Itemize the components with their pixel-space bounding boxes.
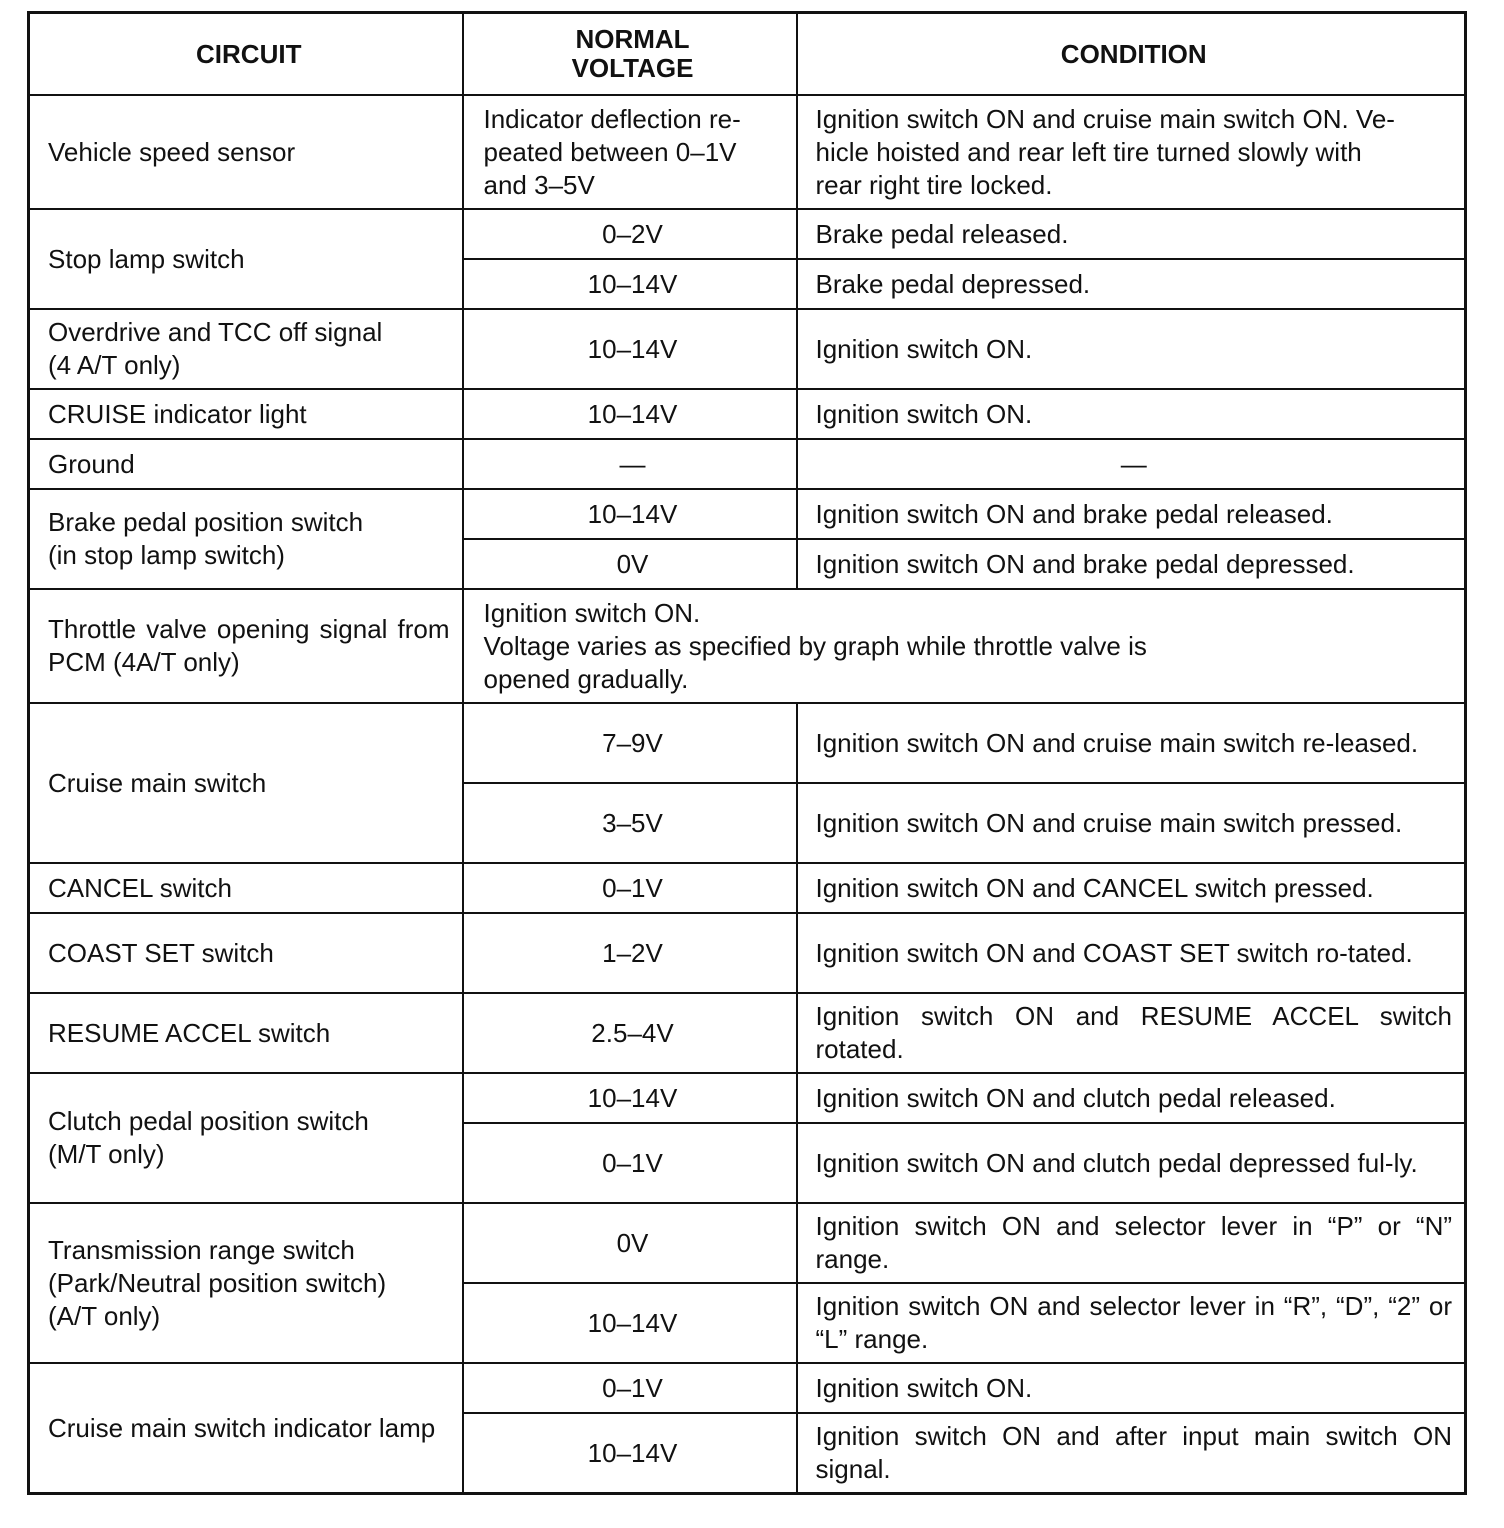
voltage-cell: 10–14V	[463, 489, 797, 539]
condition-cell: Brake pedal released.	[797, 209, 1466, 259]
normal-voltage-header: NORMAL VOLTAGE	[463, 13, 797, 96]
condition-cell: Ignition switch ON.	[797, 309, 1466, 389]
condition-cell: Ignition switch ON and clutch pedal depressed ful-ly.	[797, 1123, 1466, 1203]
voltage-cell: 2.5–4V	[463, 993, 797, 1073]
condition-cell: Ignition switch ON and cruise main switch ON. Ve- hicle hoisted and rear left tire turned slowly with rear right tire locked.	[797, 95, 1466, 209]
circuit-cell: Throttle valve opening signal from PCM (4A/T only)	[29, 589, 463, 703]
circuit-cell: Brake pedal position switch (in stop lamp switch)	[29, 489, 463, 589]
condition-cell: Ignition switch ON and COAST SET switch ro-tated.	[797, 913, 1466, 993]
voltage-cell: 7–9V	[463, 703, 797, 783]
table-row	[29, 1363, 1466, 1413]
voltage-cell: 0V	[463, 539, 797, 589]
circuit-cell: Clutch pedal position switch (M/T only)	[29, 1073, 463, 1203]
table-row	[29, 209, 1466, 259]
condition-cell: Ignition switch ON and clutch pedal released.	[797, 1073, 1466, 1123]
voltage-cell: Indicator deflection re- peated between 0–1V and 3–5V	[463, 95, 797, 209]
merged-condition-cell: Ignition switch ON. Voltage varies as specified by graph while throttle valve is opened gradually.	[463, 589, 1466, 703]
condition-header: CONDITION	[797, 13, 1466, 96]
circuit-cell: Vehicle speed sensor	[29, 95, 463, 209]
voltage-cell: 1–2V	[463, 913, 797, 993]
table-row	[29, 1073, 1466, 1123]
header-row	[29, 13, 1466, 96]
condition-cell: Ignition switch ON and brake pedal released.	[797, 489, 1466, 539]
condition-cell: Ignition switch ON and selector lever in “R”, “D”, “2” or “L” range.	[797, 1283, 1466, 1363]
voltage-cell: 0–1V	[463, 863, 797, 913]
condition-cell: Ignition switch ON and RESUME ACCEL switch rotated.	[797, 993, 1466, 1073]
circuit-cell: Transmission range switch (Park/Neutral position switch) (A/T only)	[29, 1203, 463, 1363]
circuit-cell: Overdrive and TCC off signal (4 A/T only)	[29, 309, 463, 389]
table-row	[29, 1203, 1466, 1283]
condition-cell: Brake pedal depressed.	[797, 259, 1466, 309]
table-row	[29, 993, 1466, 1073]
table-row	[29, 95, 1466, 209]
circuit-voltage-table	[27, 11, 1467, 1495]
circuit-cell: Stop lamp switch	[29, 209, 463, 309]
condition-cell: Ignition switch ON and cruise main switch re-leased.	[797, 703, 1466, 783]
table-row	[29, 389, 1466, 439]
condition-cell: —	[797, 439, 1466, 489]
condition-cell: Ignition switch ON.	[797, 1363, 1466, 1413]
circuit-header: CIRCUIT	[29, 13, 463, 96]
circuit-cell: Cruise main switch indicator lamp	[29, 1363, 463, 1494]
voltage-cell: 10–14V	[463, 1073, 797, 1123]
condition-cell: Ignition switch ON and after input main switch ON signal.	[797, 1413, 1466, 1494]
table-row	[29, 863, 1466, 913]
circuit-cell: RESUME ACCEL switch	[29, 993, 463, 1073]
circuit-cell: Ground	[29, 439, 463, 489]
voltage-cell: 10–14V	[463, 389, 797, 439]
table-row	[29, 309, 1466, 389]
circuit-cell: COAST SET switch	[29, 913, 463, 993]
condition-cell: Ignition switch ON and CANCEL switch pressed.	[797, 863, 1466, 913]
table-row	[29, 913, 1466, 993]
condition-cell: Ignition switch ON.	[797, 389, 1466, 439]
circuit-cell: Cruise main switch	[29, 703, 463, 863]
table-row	[29, 703, 1466, 783]
voltage-cell: 10–14V	[463, 1413, 797, 1494]
voltage-cell: 10–14V	[463, 1283, 797, 1363]
table-row	[29, 489, 1466, 539]
voltage-cell: 10–14V	[463, 309, 797, 389]
table-row	[29, 439, 1466, 489]
condition-cell: Ignition switch ON and brake pedal depressed.	[797, 539, 1466, 589]
voltage-cell: —	[463, 439, 797, 489]
voltage-cell: 10–14V	[463, 259, 797, 309]
voltage-cell: 0–2V	[463, 209, 797, 259]
condition-cell: Ignition switch ON and cruise main switch pressed.	[797, 783, 1466, 863]
circuit-cell: CRUISE indicator light	[29, 389, 463, 439]
table-row	[29, 589, 1466, 703]
voltage-cell: 0–1V	[463, 1123, 797, 1203]
voltage-cell: 0–1V	[463, 1363, 797, 1413]
voltage-cell: 0V	[463, 1203, 797, 1283]
circuit-cell: CANCEL switch	[29, 863, 463, 913]
condition-cell: Ignition switch ON and selector lever in “P” or “N” range.	[797, 1203, 1466, 1283]
voltage-cell: 3–5V	[463, 783, 797, 863]
